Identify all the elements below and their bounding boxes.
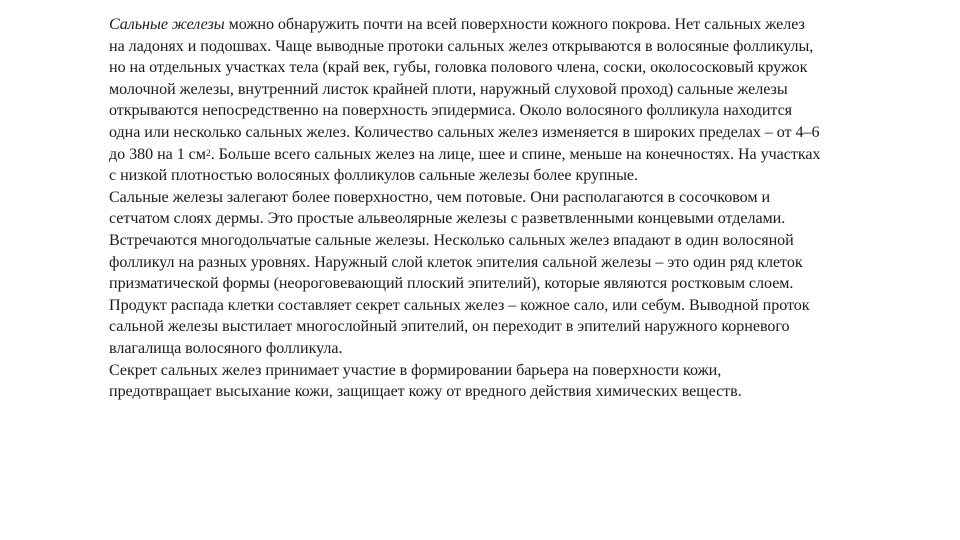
- paragraph-text-continued: . Больше всего сальных желез на лице, шее и спине, меньше на конечностях. На участках с низкой плотностью волосяных фолликулов сальные железы более крупные.: [109, 145, 821, 185]
- superscript-exponent: 2: [205, 148, 211, 160]
- paragraph-sebaceous-location: [109, 14, 821, 187]
- paragraph-sebaceous-function: Секрет сальных желез принимает участие в формировании барьера на поверхности кожи, предотвращает высыхание кожи, защищает кожу от вредного действия химических веществ.: [109, 361, 742, 401]
- paragraph-sebaceous-structure: Сальные железы залегают более поверхностно, чем потовые. Они располагаются в сосочковом и сетчатом слоях дермы. Это простые альвеолярные железы с разветвленными концевыми отделами. Встречаются многодольчатые сальные железы. Несколько сальных желез впадают в один волосяной фолликул на разных уровнях. Наружный слой клеток эпителия сальной железы – это один ряд клеток призматической формы (неороговевающий плоский эпителий), которые являются ростковым слоем. Продукт распада клетки составляет секрет сальных желез – кожное сало, или себум. Выводной проток сальной железы выстилает многослойный эпителий, он переходит в эпителий наружного корневого влагалища волосяного фолликула.: [109, 188, 810, 357]
- document-page: [109, 14, 821, 403]
- paragraph-text: можно обнаружить почти на всей поверхности кожного покрова. Нет сальных желез на ладонях и подошвах. Чаще выводные протоки сальных желез открываются в волосяные фолликулы, но на отдельных участках тела (край век, губы, головка полового члена, соски, околососковый кружок молочной железы, внутренний листок крайней плоти, наружный слуховой проход) сальные железы открываются непосредственно на поверхность эпидермиса. Около волосяного фолликула находится одна или несколько сальных желез. Количество сальных желез изменяется в широких пределах – от 4–6 до 380 на 1 см: [109, 16, 820, 163]
- term-sebaceous-glands: Сальные железы: [109, 16, 225, 33]
